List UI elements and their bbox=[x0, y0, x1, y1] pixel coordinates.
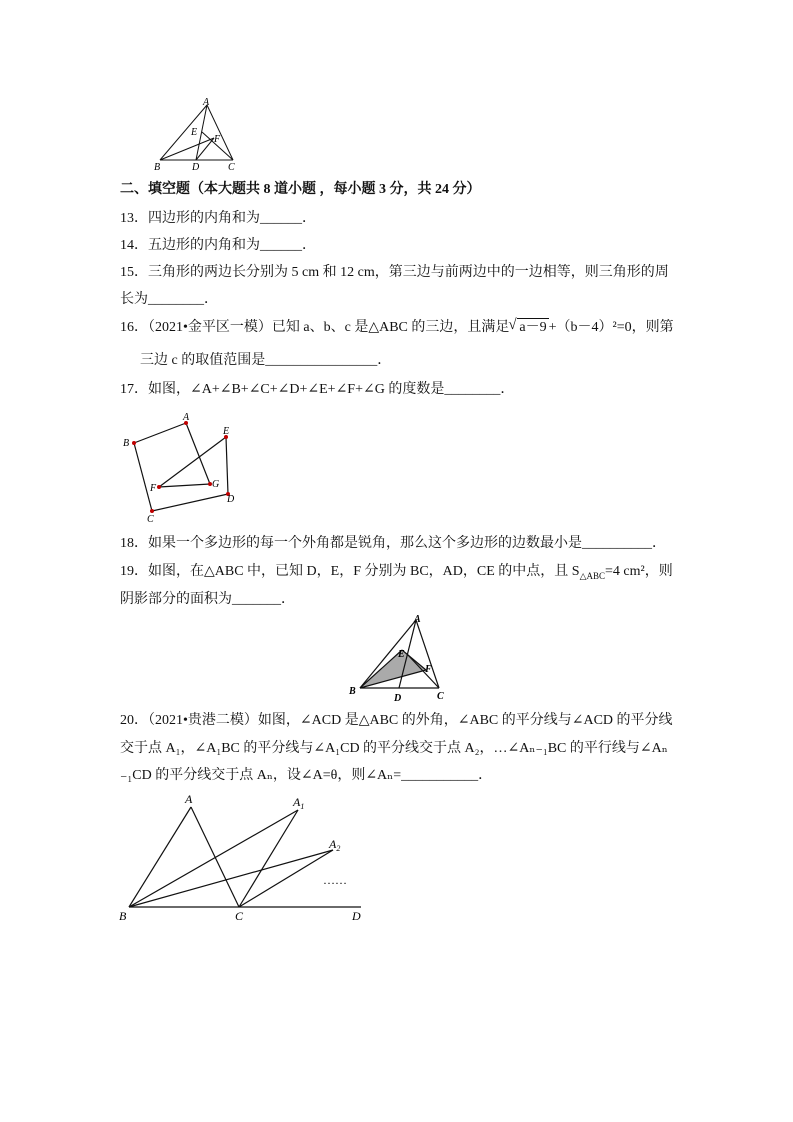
label-A1-sub: 1 bbox=[300, 802, 305, 811]
figure-q19 bbox=[343, 610, 453, 705]
question-20-line3: ₋₁CD 的平分线交于点 Aₙ，设∠A=θ，则∠Aₙ=___________． bbox=[120, 768, 493, 783]
label-C: C bbox=[147, 514, 154, 525]
label-E: E bbox=[223, 426, 230, 437]
label-D: D bbox=[394, 693, 402, 704]
label-A1-main: A bbox=[293, 795, 301, 809]
question-18: 18．如果一个多边形的每一个外角都是锐角，那么这个多边形的边数最小是__________． bbox=[120, 536, 666, 551]
label-G: G bbox=[212, 479, 220, 490]
q16-prefix: 16．（2021•金平区一模）已知 a、b、c 是△ABC 的三边，且满足 bbox=[120, 320, 510, 335]
figure-triangle-top bbox=[150, 95, 250, 175]
label-D: D bbox=[192, 162, 200, 173]
label-D: D bbox=[352, 909, 361, 923]
question-19-line2: 阴影部分的面积为_______． bbox=[120, 592, 295, 607]
label-A2 bbox=[328, 837, 340, 853]
label-B: B bbox=[119, 909, 127, 923]
question-17: 17．如图，∠A+∠B+∠C+∠D+∠E+∠F+∠G 的度数是________． bbox=[120, 382, 515, 397]
question-16-line1 bbox=[120, 318, 674, 337]
label-F: F bbox=[425, 664, 432, 675]
label-A: A bbox=[414, 614, 421, 625]
question-13: 13．四边形的内角和为______． bbox=[120, 211, 316, 226]
q19-suffix: =4 cm²，则 bbox=[605, 564, 673, 579]
question-20-line1: 20．（2021•贵港二模）如图，∠ACD 是△ABC 的外角，∠ABC 的平分线与∠ACD 的平分线 bbox=[120, 713, 673, 728]
label-A: A bbox=[185, 792, 193, 806]
label-A1 bbox=[292, 795, 304, 811]
q16-suffix: +（b－4）²=0，则第 bbox=[548, 320, 674, 335]
section-title: 二、填空题（本大题共 8 道小题 ，每小题 3 分，共 24 分） bbox=[120, 182, 481, 197]
q19-prefix: 19．如图，在△ABC 中，已知 D，E，F 分别为 BC，AD，CE 的中点，且 S bbox=[120, 564, 580, 579]
figure-q20 bbox=[115, 790, 375, 925]
label-D: D bbox=[227, 494, 235, 505]
label-A2-main: A bbox=[329, 837, 337, 851]
label-C: C bbox=[228, 162, 235, 173]
label-A: A bbox=[203, 97, 210, 108]
sqrt-radical bbox=[517, 318, 548, 337]
question-19-line1 bbox=[120, 563, 673, 585]
label-F: F bbox=[214, 134, 221, 145]
ellipsis: …… bbox=[323, 873, 347, 887]
question-16-line2: 三边 c 的取值范围是________________． bbox=[140, 353, 392, 368]
label-F: F bbox=[150, 483, 157, 494]
q19-sub: △ABC bbox=[579, 570, 606, 581]
q16-radicand: a－9 bbox=[519, 320, 547, 335]
label-C: C bbox=[437, 691, 444, 702]
label-B: B bbox=[154, 162, 161, 173]
label-B: B bbox=[123, 438, 130, 449]
question-15-line1: 15．三角形的两边长分别为 5 cm 和 12 cm，第三边与前两边中的一边相等，则三角形的周 bbox=[120, 265, 669, 280]
label-A2-sub: 2 bbox=[336, 844, 341, 853]
label-E: E bbox=[191, 127, 198, 138]
question-15-line2: 长为________． bbox=[120, 292, 218, 307]
label-B: B bbox=[349, 686, 356, 697]
label-E: E bbox=[398, 649, 405, 660]
question-20-line2: 交于点 A₁，∠A₁BC 的平分线与∠A₁CD 的平分线交于点 A₂，…∠Aₙ₋₁BC 的平行线与∠Aₙ bbox=[120, 741, 668, 756]
label-A: A bbox=[183, 412, 190, 423]
question-14: 14．五边形的内角和为______． bbox=[120, 238, 316, 253]
label-C: C bbox=[235, 909, 244, 923]
figure-q17 bbox=[115, 410, 245, 525]
